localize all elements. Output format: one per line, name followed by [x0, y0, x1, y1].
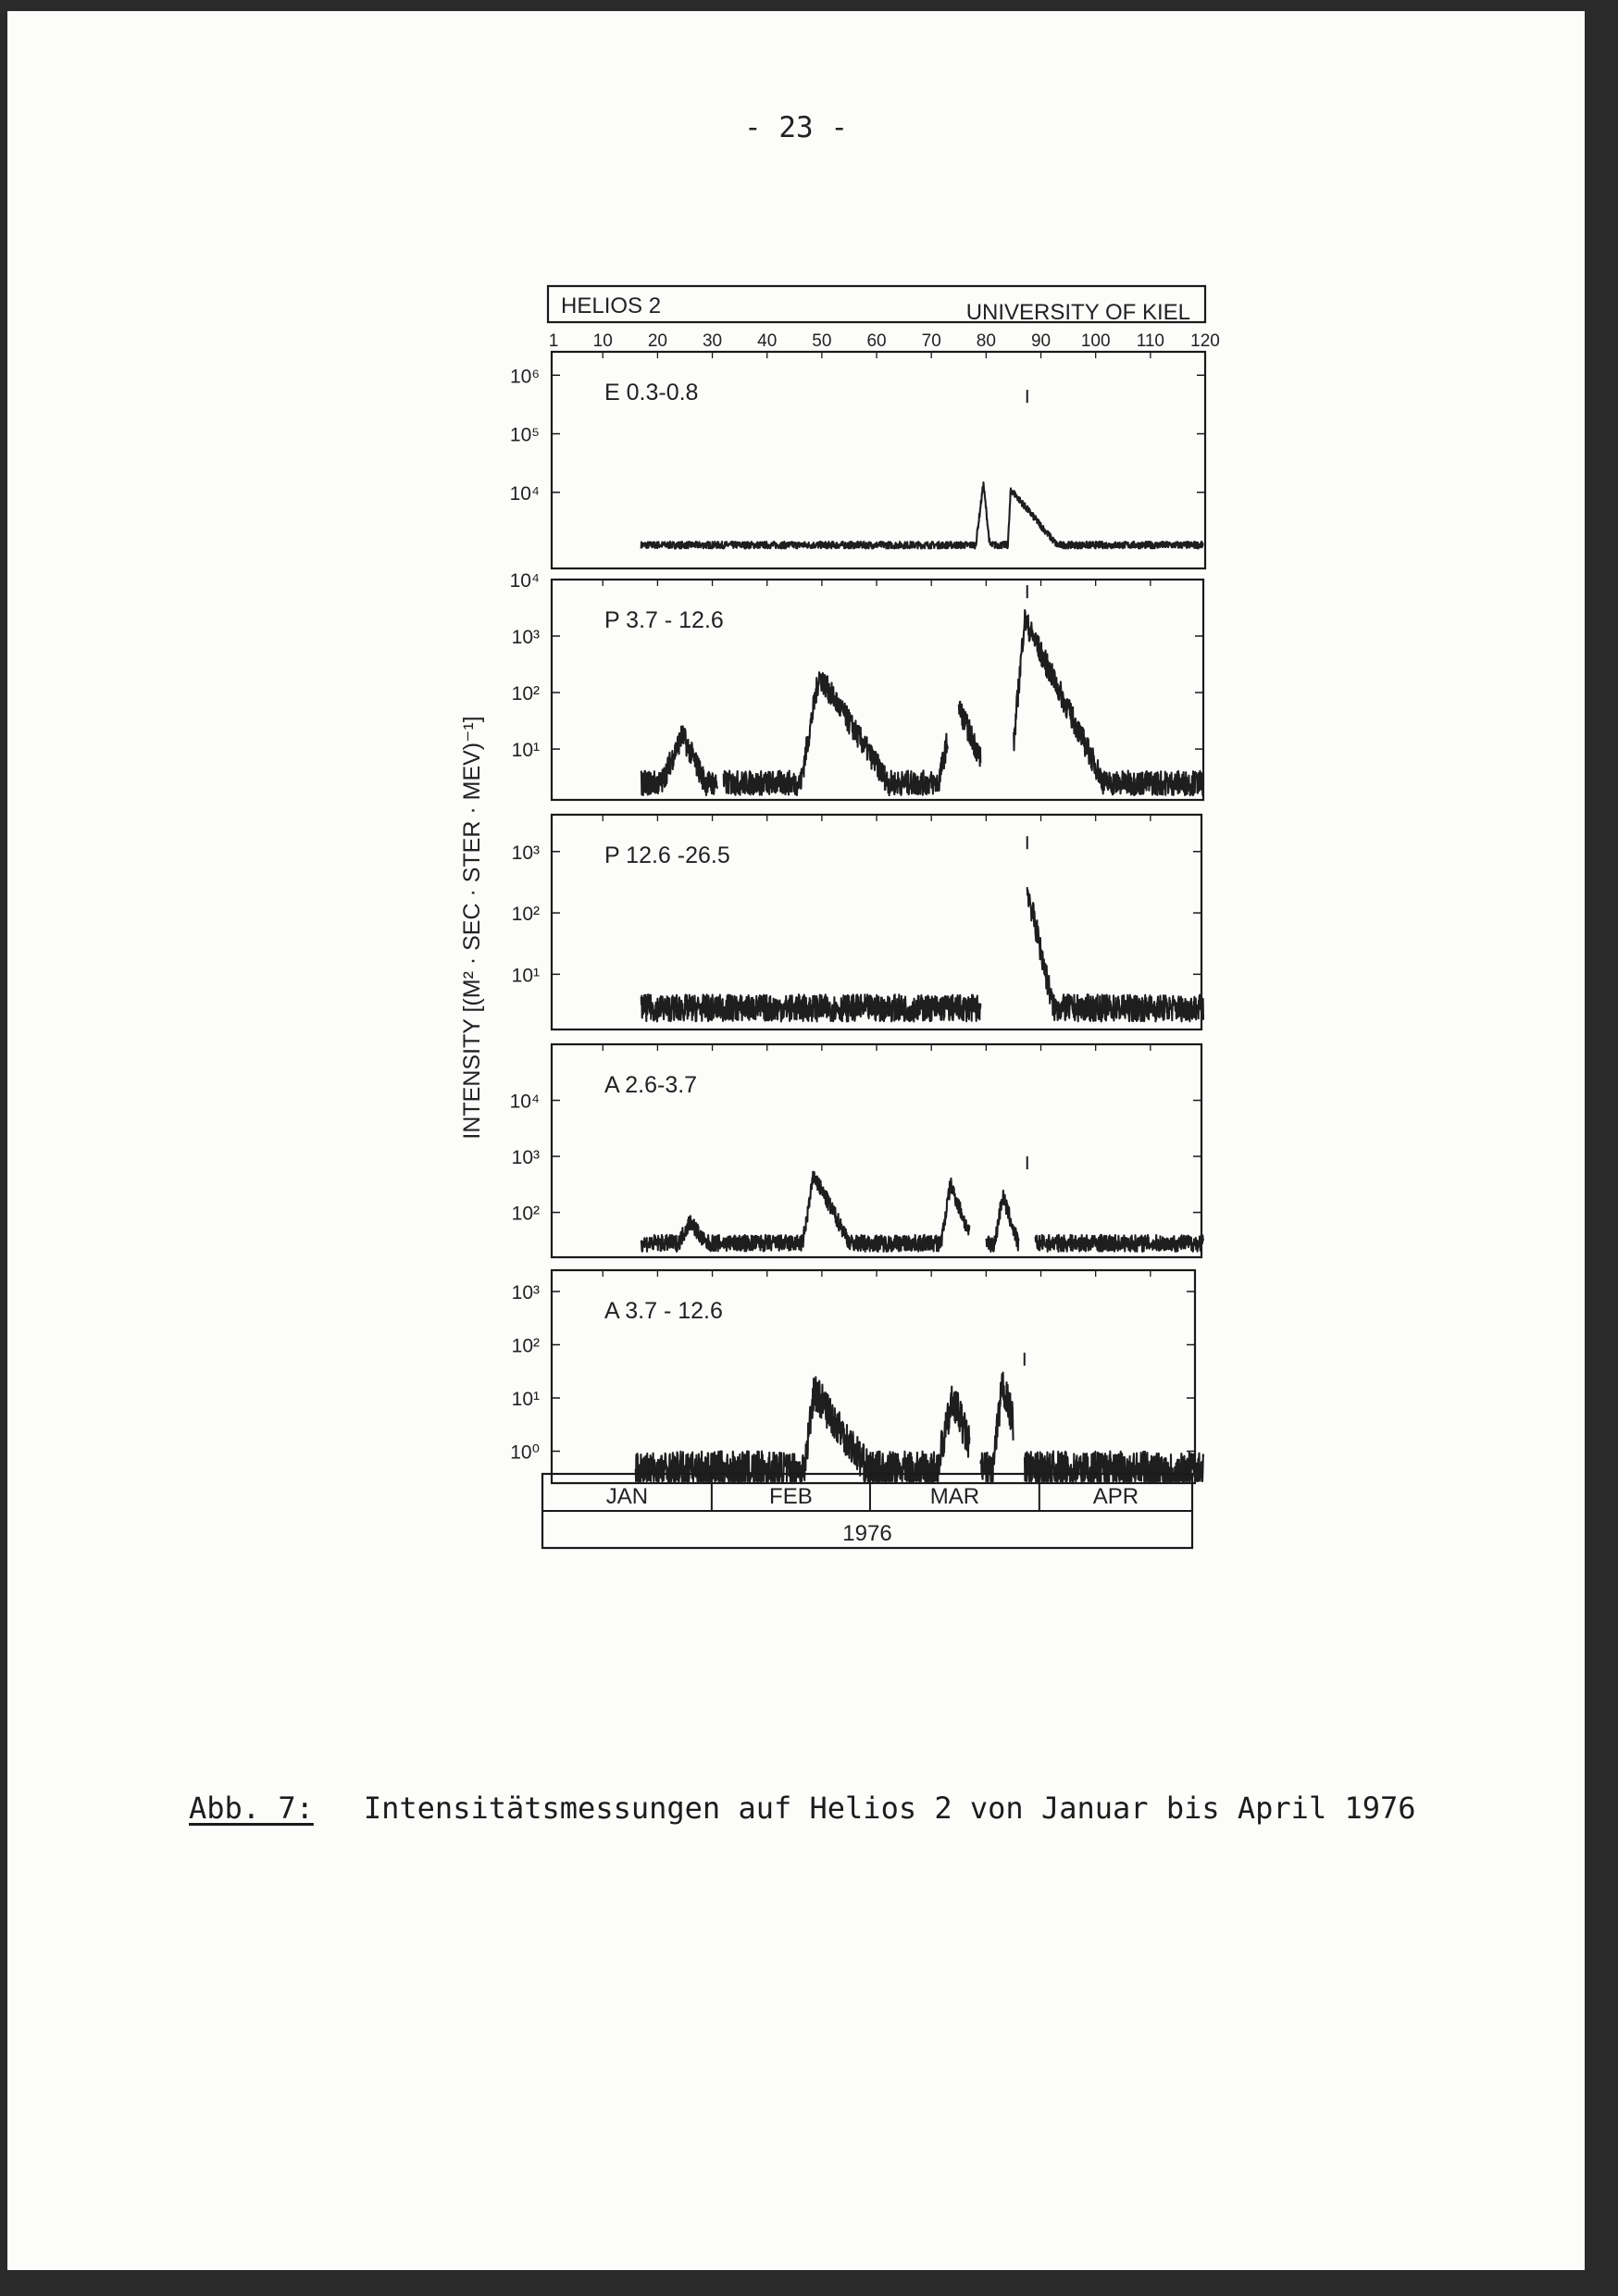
- x-tick-label: 50: [812, 331, 832, 351]
- y-tick-label: 10¹: [511, 1389, 540, 1410]
- panel-2: [510, 570, 1203, 800]
- y-tick-label: 10³: [511, 627, 540, 649]
- y-tick-label: 10⁶: [509, 366, 540, 388]
- caption-text: Intensitätsmessungen auf Helios 2 von Januar bis April 1976: [363, 1791, 1416, 1826]
- panel-label: A 3.7 - 12.6: [604, 1298, 723, 1324]
- helios-intensity-figure: [7, 11, 1585, 1733]
- intensity-trace: [641, 887, 1203, 1021]
- x-tick-label: 1: [548, 331, 559, 351]
- y-tick-label: 10⁴: [509, 482, 540, 505]
- x-tick-label: 40: [757, 331, 778, 351]
- panel-label: P 3.7 - 12.6: [604, 607, 724, 633]
- header-left: HELIOS 2: [561, 293, 662, 318]
- year-label: 1976: [842, 1521, 892, 1546]
- y-tick-label: 10³: [511, 842, 540, 864]
- month-label-feb: FEB: [769, 1484, 813, 1509]
- panel-5: [510, 1270, 1203, 1483]
- month-label-jan: JAN: [605, 1484, 649, 1509]
- y-tick-label: 10¹: [511, 965, 540, 987]
- panel-label: A 2.6-3.7: [604, 1072, 698, 1098]
- panels: [510, 352, 1205, 1483]
- panel-label: E 0.3-0.8: [604, 380, 699, 406]
- x-axis-ticks: [549, 331, 1220, 351]
- y-tick-label: 10⁴: [509, 570, 540, 592]
- y-tick-label: 10²: [511, 683, 540, 705]
- x-tick-label: 60: [866, 331, 887, 351]
- y-tick-label: 10³: [511, 1282, 540, 1304]
- x-tick-label: 10: [592, 331, 613, 351]
- y-tick-label: 10⁰: [510, 1441, 540, 1464]
- panel-4: [510, 1044, 1203, 1257]
- intensity-trace: [636, 1373, 1203, 1481]
- panel-label: P 12.6 -26.5: [604, 842, 730, 868]
- x-tick-label: 80: [976, 331, 996, 351]
- panel-3: [512, 815, 1203, 1029]
- y-tick-label: 10³: [511, 1147, 540, 1169]
- month-label-apr: APR: [1092, 1484, 1139, 1509]
- x-tick-label: 100: [1080, 331, 1111, 351]
- y-tick-label: 10²: [511, 1203, 540, 1225]
- x-tick-label: 30: [702, 331, 723, 351]
- figure-caption: [189, 1791, 1416, 1826]
- x-tick-label: 120: [1190, 331, 1220, 351]
- intensity-trace: [641, 1172, 1203, 1252]
- x-tick-label: 20: [647, 331, 667, 351]
- panel-1: [510, 352, 1205, 568]
- y-tick-label: 10¹: [511, 740, 540, 762]
- header-right: UNIVERSITY OF KIEL: [965, 300, 1190, 325]
- caption-label: Abb. 7:: [189, 1791, 314, 1826]
- month-label-mar: MAR: [929, 1484, 980, 1509]
- y-tick-label: 10⁴: [509, 1091, 540, 1113]
- intensity-trace: [641, 482, 1203, 549]
- y-tick-label: 10²: [511, 1335, 540, 1357]
- page-number: - 23 -: [744, 111, 848, 144]
- x-tick-label: 90: [1030, 331, 1052, 351]
- document-page: [7, 11, 1585, 2270]
- x-tick-label: 70: [921, 331, 941, 351]
- y-tick-label: 10²: [511, 904, 540, 926]
- y-tick-label: 10⁵: [509, 424, 540, 446]
- x-tick-label: 110: [1136, 331, 1164, 351]
- y-axis-label: INTENSITY [(M² · SEC · STER · MEV)⁻¹]: [459, 716, 485, 1140]
- intensity-trace: [641, 610, 1203, 795]
